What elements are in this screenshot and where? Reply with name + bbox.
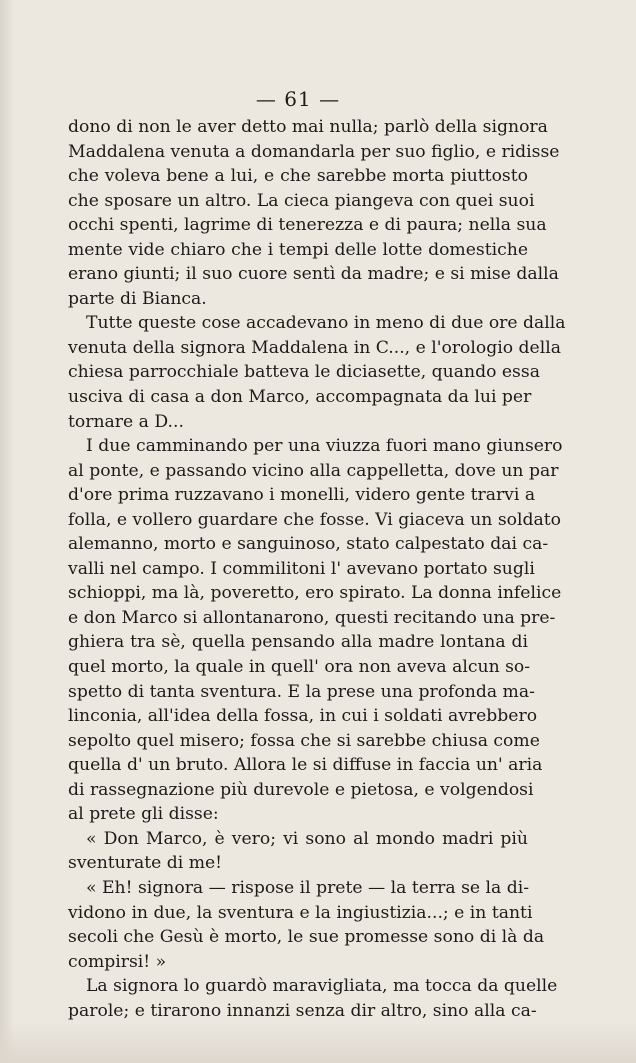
text-line: La signora lo guardò maravigliata, ma tocca da quelle [86,976,558,997]
text-line: « Don Marco, è vero; vi sono al mondo madri più [86,828,528,849]
text-line: Maddalena venuta a domandarla per suo figlio, e ridisse [68,141,560,162]
text-line: spetto di tanta sventura. E la prese una profonda ma- [68,681,535,702]
text-line: che voleva bene a lui, e che sarebbe morta piuttosto [68,166,528,187]
text-line: tornare a D... [68,411,184,432]
text-line: mente vide chiaro che i tempi delle lotte domestiche [68,239,528,260]
text-line: folla, e vollero guardare che fosse. Vi giaceva un soldato [68,509,561,530]
text-line: e don Marco si allontanarono, questi recitando una pre- [68,607,556,628]
text-line: al ponte, e passando vicino alla cappelletta, dove un par [68,460,559,481]
text-line: secoli che Gesù è morto, le sue promesse sono di là da [68,927,545,948]
text-line: « Eh! signora — rispose il prete — la terra se la di- [86,877,530,898]
text-line: linconia, all'idea della fossa, in cui i soldati avrebbero [68,706,538,727]
text-line: d'ore prima ruzzavano i monelli, videro gente trarvi a [68,485,536,506]
text-line: occhi spenti, lagrime di tenerezza e di paura; nella sua [68,215,547,236]
text-body [68,115,566,1023]
text-line: parole; e tirarono innanzi senza dir altro, sino alla ca- [68,1000,537,1021]
text-line: sepolto quel misero; fossa che si sarebbe chiusa come [68,730,540,751]
text-line: usciva di casa a don Marco, accompagnata da lui per [68,387,532,408]
text-line: venuta della signora Maddalena in C..., e l'orologio della [68,337,561,358]
page-number: — 61 — [255,87,341,111]
text-line: chiesa parrocchiale batteva le diciasette, quando essa [68,362,540,383]
text-line: che sposare un altro. La cieca piangeva con quei suoi [68,190,535,211]
text-line: parte di Bianca. [68,288,207,309]
text-line: di rassegnazione più durevole e pietosa, e volgendosi [68,779,534,800]
text-line: quel morto, la quale in quell' ora non aveva alcun so- [68,657,531,678]
text-line: al prete gli disse: [68,804,219,825]
text-line: dono di non le aver detto mai nulla; parlò della signora [68,117,548,137]
text-line: quella d' un bruto. Allora le si diffuse in faccia un' aria [68,755,543,776]
text-line: Tutte queste cose accadevano in meno di due ore dalla [86,313,566,334]
text-line: valli nel campo. I commilitoni l' avevano portato sugli [68,558,535,579]
text-line: erano giunti; il suo cuore sentì da madre; e si mise dalla [68,264,559,285]
text-line: vidono in due, la sventura e la ingiustizia...; e in tanti [68,902,533,923]
text-line: sventurate di me! [68,853,223,874]
text-line: ghiera tra sè, quella pensando alla madre lontana di [68,632,528,653]
text-line: schioppi, ma là, poveretto, ero spirato. La donna infelice [68,583,562,604]
page-edge-shadow [0,0,14,1063]
page-bottom-shadow [0,1023,636,1063]
text-line: compirsi! » [68,951,167,972]
text-line: alemanno, morto e sanguinoso, stato calpestato dai ca- [68,534,549,555]
text-line: I due camminando per una viuzza fuori mano giunsero [86,436,563,457]
